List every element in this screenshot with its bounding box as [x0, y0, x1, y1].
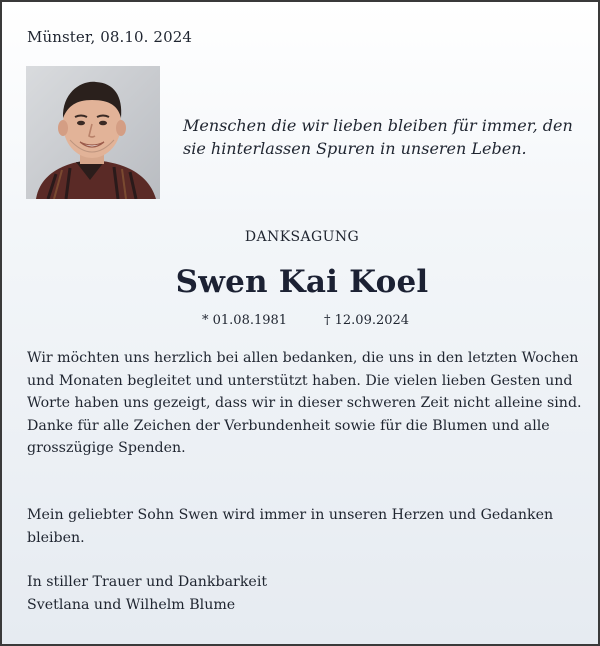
- memorial-quote: Menschen die wir lieben bleiben für immer, den sie hinterlassen Spuren in unseren Leben.: [183, 116, 573, 158]
- thanks-text: [27, 347, 587, 460]
- closing-line: Mein geliebter Sohn Swen wird immer in unseren Herzen und Gedanken bleiben.: [27, 507, 554, 546]
- signoff-line-1: In stiller Trauer und Dankbarkeit: [27, 574, 268, 590]
- notice-heading: DANKSAGUNG: [244, 229, 360, 245]
- death-date: † 12.09.2024: [324, 313, 410, 328]
- signoff-line-2: Svetlana und Wilhelm Blume: [27, 596, 236, 613]
- birth-date: * 01.08.1981: [202, 313, 288, 328]
- deceased-name: Swen Kai Koel: [175, 264, 429, 300]
- portrait-photo: [26, 66, 160, 199]
- thanks-paragraph-1: Wir möchten uns herzlich bei allen bedanken, die uns in den letzten Wochen und Monaten begleitet und unterstützt haben. Die vielen lieben Gesten und Worte haben uns gezeigt, dass wir in dieser schweren Zeit nicht alleine sind.: [27, 350, 582, 411]
- thanks-paragraph-2: Danke für alle Zeichen der Verbundenheit sowie für die Blumen und alle grosszügige Spenden.: [27, 417, 550, 456]
- place-date: Münster, 08.10. 2024: [27, 28, 192, 46]
- signoff: [27, 571, 587, 616]
